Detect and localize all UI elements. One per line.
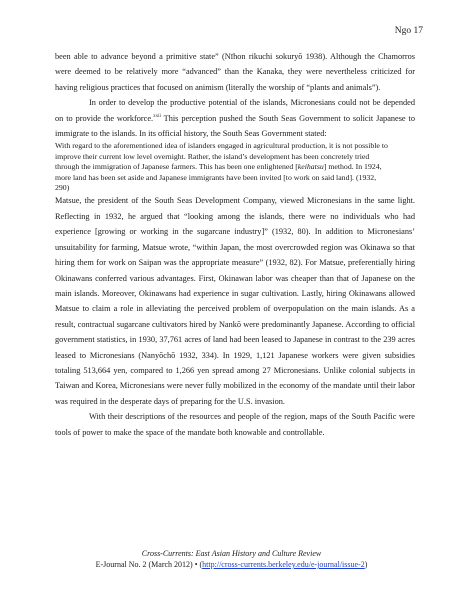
paragraph-2 <box>55 95 415 141</box>
page-header: Ngo 17 <box>394 26 423 36</box>
issue-link[interactable]: http://cross-currents.berkeley.edu/e-journal/issue-2 <box>202 560 365 569</box>
issue-text: E-Journal No. 2 (March 2012) • ( <box>95 560 203 569</box>
paragraph-4: With their descriptions of the resources and people of the region, maps of the South Pacific were tools of power to make the space of the mandate both knowable and controllable. <box>55 412 415 437</box>
journal-title: Cross-Currents: East Asian History and Culture Review <box>141 549 322 558</box>
block-quote <box>55 141 389 193</box>
quote-term: keihatsu <box>297 162 324 172</box>
paragraph-1: been able to advance beyond a primitive state” (Nīhon rikuchi sokuryō 1938). Although the Chamorros were deemed to be relatively more “advanced” than the Kanaka, they were nevertheless criticized for having religious practices that focused on animism (literally the worship of “plants and animals”). <box>55 52 415 92</box>
paragraph-3: Matsue, the president of the South Seas Development Company, viewed Micronesians in the same light. Reflecting in 1932, he argued that “looking among the islands, there were no individuals who had experience [growing or working in the sugarcane industry]” (1932, 80). In addition to Micronesians’ unsuitability for farming, Matsue wrote, “within Japan, the most overcrowded region was Okinawa so that hiring them for work on Saipan was the appropriate measure” (1932, 82). For Matsue, preferentially hiring Okinawans conferred various advantages. First, Okinawan labor was cheaper than that of Japanese on the main islands. Moreover, Okinawans had experience in sugar cultivation. Lastly, hiring Okinawans allowed Matsue to claim a role in alleviating the perceived problem of overpopulation on the main islands. As a result, contractual sugarcane cultivators hired by Nankō were predominantly Japanese. According to official government statistics, in 1930, 37,761 acres of land had been leased to Japanese in contrast to the 239 acres leased to Micronesians (Nanyōchō 1932, 334). In 1929, 1,121 Japanese workers were given subsidies totaling 513,664 yen, compared to 1,266 yen spread among 27 Micronesians. Unlike colonial subjects in Taiwan and Korea, Micronesians were never fully mobilized in the economy of the mandate until their labor was required in the desperate days of preparing for the U.S. invasion. <box>55 196 415 406</box>
page-footer <box>0 548 463 570</box>
issue-line <box>0 559 463 570</box>
issue-close: ) <box>364 560 368 569</box>
quote-text-a: With regard to the aforementioned idea of islanders engaged in agricultural production, it is not possible to improve their current low level overnight. Rather, the island’s development has been concretely tried through the immigration of Japanese farmers. This has been one enlightened [ <box>55 141 388 172</box>
endnote-marker[interactable]: xxii <box>153 113 161 119</box>
paragraph-2-text-a: In order to develop the productive potential of the islands, Micronesians could not be depended on to provide the workforce. <box>55 98 415 123</box>
body-text <box>55 49 415 440</box>
paragraph-2-text-b: This perception pushed the South Seas Government to solicit Japanese to immigrate to the islands. In its official history, the South Seas Government stated: <box>55 113 415 139</box>
quote-text-b: ] method. In 1924, more land has been set aside and Japanese immigrants have been invited [to work on said land]. (1932, 290) <box>55 162 382 193</box>
